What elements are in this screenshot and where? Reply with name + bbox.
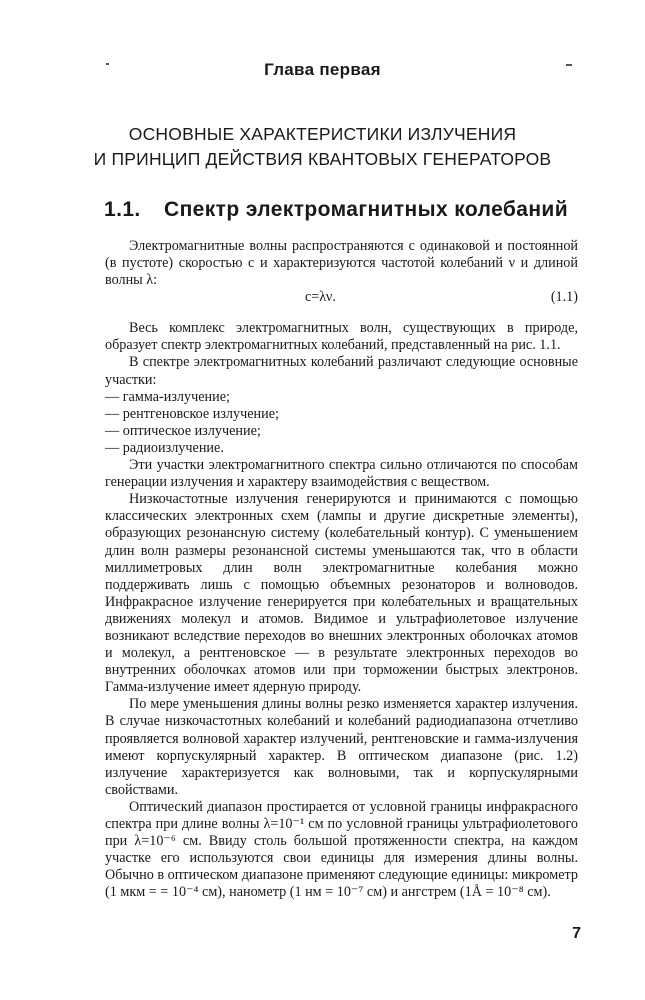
body-text (105, 238, 578, 901)
paragraph-4: Эти участки электромагнитного спектра сильно отличаются по способам генерации излучения и характеру взаимодействия с веществом. (105, 457, 578, 491)
paragraph-3: В спектре электромагнитных колебаний различают следующие основные участки: (105, 354, 578, 388)
paragraph-7: Оптический диапазон простирается от условной границы инфракрасного спектра при длине волны λ=10⁻¹ см по условной границы ультрафиолетового при λ=10⁻⁶ см. Ввиду столь большой протяженности спектра, на каждом участке его используются свои единицы для измерения длины волны. Обычно в оптическом диапазоне применяют следующие единицы: микрометр (1 мкм = = 10⁻⁴ см), нанометр (1 нм = 10⁻⁷ см) и ангстрем (1Å = 10⁻⁸ см). (105, 798, 578, 901)
list-item: — оптическое излучение; (105, 422, 261, 439)
list-item: — рентгеновское излучение; (105, 405, 279, 422)
paragraph-2: Весь комплекс электромагнитных волн, существующих в природе, образует спектр электромагнитных колебаний, представленный на рис. 1.1. (105, 320, 578, 354)
chapter-title (60, 122, 585, 172)
spectrum-list (105, 389, 578, 457)
equation: c=λν. (305, 289, 336, 306)
chapter-title-line-1: ОСНОВНЫЕ ХАРАКТЕРИСТИКИ ИЗЛУЧЕНИЯ (128, 124, 517, 144)
chapter-title-line-2: И ПРИНЦИП ДЕЙСТВИЯ КВАНТОВЫХ ГЕНЕРАТОРОВ (93, 149, 552, 169)
chapter-heading: Глава первая (264, 60, 381, 79)
section-number: 1.1. (104, 198, 141, 221)
equation-line (105, 289, 578, 306)
list-item: — гамма-излучение; (105, 388, 230, 405)
section-title: Спектр электромагнитных колебаний (164, 198, 569, 221)
paragraph-5: Низкочастотные излучения генерируются и принимаются с помощью классических электронных схем (лампы и другие дискретные элементы), образующих резонансную систему (колебательный контур). С уменьшением длин волн размеры резонансной системы уменьшаются так, что в области миллиметровых длин волн электромагнитные колебания можно поддерживать лишь с помощью объемных резонаторов и волноводов. Инфракрасное излучение генерируется при колебательных и вращательных движениях молекул и атомов. Видимое и ультрафиолетовое излучение возникают вследствие переходов во внешних электронных оболочках атомов и молекул, а рентгеновское — в результате электронных переходов во внутренних оболочках атомов или при торможении быстрых электронов. Гамма-излучение имеет ядерную природу. (105, 491, 578, 696)
list-item: — радиоизлучение. (105, 439, 224, 456)
paragraph-1: Электромагнитные волны распространяются с одинаковой и постоянной (в пустоте) скоростью c и характеризуются частотой колебаний ν и длиной волны λ: (105, 238, 578, 289)
page-number: 7 (572, 925, 581, 942)
section-heading (104, 198, 568, 222)
paragraph-6: По мере уменьшения длины волны резко изменяется характер излучения. В случае низкочастотных колебаний и колебаний радиодиапазона отчетливо проявляется волновой характер излучений, рентгеновские и гамма-излучения имеют корпускулярный характер. В оптическом диапазоне (рис. 1.2) излучение характеризуется как волновыми, так и корпускулярными свойствами. (105, 696, 578, 798)
equation-number: (1.1) (550, 289, 578, 306)
